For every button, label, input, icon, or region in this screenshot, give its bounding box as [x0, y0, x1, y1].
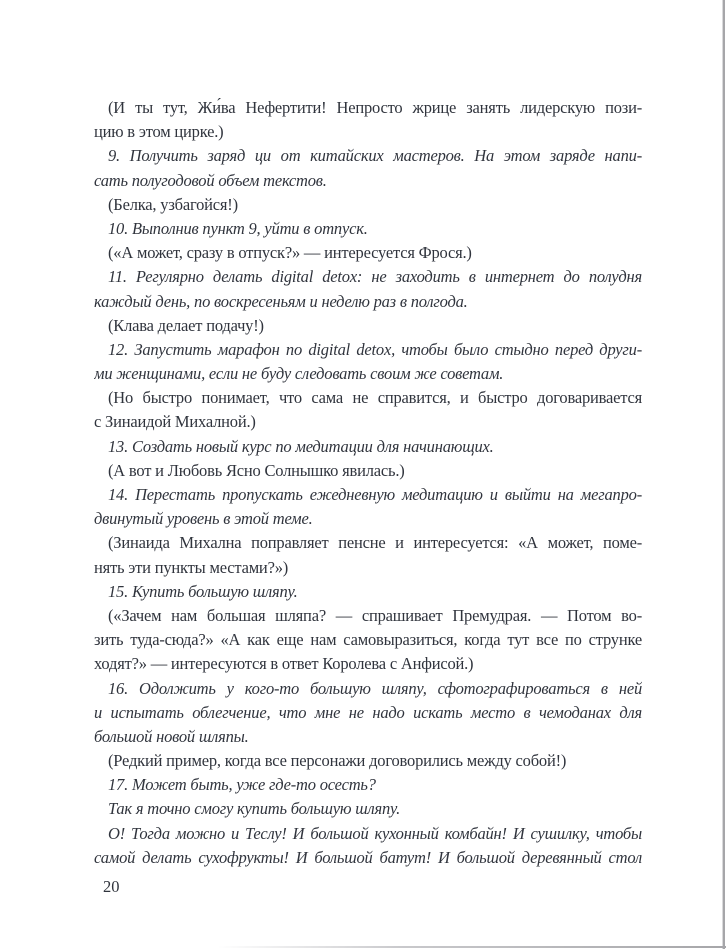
text-line: («А может, сразу в отпуск?» — интересуется Фрося.) [108, 243, 472, 263]
text-line: зить туда-сюда?» «А как еще нам самовыразиться, когда тут все по струнке [94, 630, 642, 650]
commentary [94, 314, 642, 338]
text-line: 12. Запустить марафон по digital detox, чтобы было стыдно перед други- [108, 339, 642, 359]
text-line: (Но быстро понимает, что сама не справится, и быстро договаривается [108, 388, 642, 408]
plan-item-13 [94, 435, 642, 459]
text-line: ми женщинами, если не буду следовать своим же советам. [94, 364, 504, 384]
commentary [94, 749, 642, 773]
page-edge-shadow-bottom [0, 946, 726, 948]
text-line: (И ты тут, Жи́ва Нефертити! Непросто жрице занять лидерскую пози- [108, 98, 642, 117]
text-line: 14. Перестать пропускать ежедневную медитацию и выйти на мегапро- [108, 485, 642, 504]
plan-item-16 [94, 677, 642, 750]
commentary [94, 193, 642, 217]
plan-item-9 [94, 144, 642, 192]
text-line: цию в этом цирке.) [94, 122, 224, 142]
text-line: двинутый уровень в этой теме. [94, 509, 313, 529]
plan-item-11 [94, 265, 642, 313]
page-edge-shadow-right [723, 0, 725, 949]
text-line: 16. Одолжить у кого-то большую шляпу, сфотографироваться в ней [108, 678, 642, 698]
text-line: 13. Создать новый курс по медитации для начинающих. [108, 436, 494, 456]
text-line: самой делать сухофрукты! И большой батут! И большой деревянный стол [94, 847, 642, 867]
plan-item-15 [94, 580, 642, 604]
text-line: с Зинаидой Михалной.) [94, 412, 256, 432]
commentary [94, 604, 642, 677]
text-block [94, 96, 642, 899]
text-line: (Редкий пример, когда все персонажи договорились между собой!) [108, 751, 567, 771]
plan-item-14 [94, 483, 642, 531]
text-line: 15. Купить большую шляпу. [108, 581, 298, 601]
text-line: 17. Может быть, уже где-то осесть? [108, 775, 376, 795]
commentary [94, 241, 642, 265]
text-line: Так я точно смогу купить большую шляпу. [108, 799, 401, 819]
commentary [94, 96, 642, 144]
text-line: (Клава делает подачу!) [108, 315, 264, 335]
text-line: и испытать облегчение, что мне не надо искать место в чемоданах для [94, 702, 642, 722]
text-line: (Белка, узбагойся!) [108, 194, 238, 214]
text-line: (А вот и Любовь Ясно Солнышко явилась.) [108, 460, 405, 480]
text-line: нять эти пункты местами?») [94, 557, 289, 577]
text-line: ходят?» — интересуются в ответ Королева с Анфисой.) [94, 654, 474, 674]
plan-item-12 [94, 338, 642, 386]
commentary [94, 459, 642, 483]
text-line: сать полугодовой объем текстов. [94, 170, 327, 190]
commentary [94, 531, 642, 579]
text-line: 10. Выполнив пункт 9, уйти в отпуск. [108, 218, 368, 238]
text-line: 9. Получить заряд ци от китайских мастеров. На этом заряде напи- [108, 146, 642, 166]
text-line: большой новой шляпы. [94, 726, 249, 746]
plan-item-10 [94, 217, 642, 241]
narration [94, 822, 642, 870]
text-line: каждый день, по воскресеньям и неделю раз в полгода. [94, 291, 468, 311]
text-line: (Зинаида Михална поправляет пенсне и интересуется: «А может, поме- [108, 533, 642, 553]
commentary [94, 386, 642, 434]
text-line: О! Тогда можно и Теслу! И большой кухонный комбайн! И сушилку, чтобы [108, 823, 642, 843]
page-number: 20 [103, 877, 120, 896]
narration [94, 797, 642, 821]
text-line: 11. Регулярно делать digital detox: не заходить в интернет до полудня [108, 267, 642, 287]
text-line: («Зачем нам большая шляпа? — спрашивает Премудрая. — Потом во- [108, 605, 642, 625]
plan-item-17 [94, 773, 642, 797]
